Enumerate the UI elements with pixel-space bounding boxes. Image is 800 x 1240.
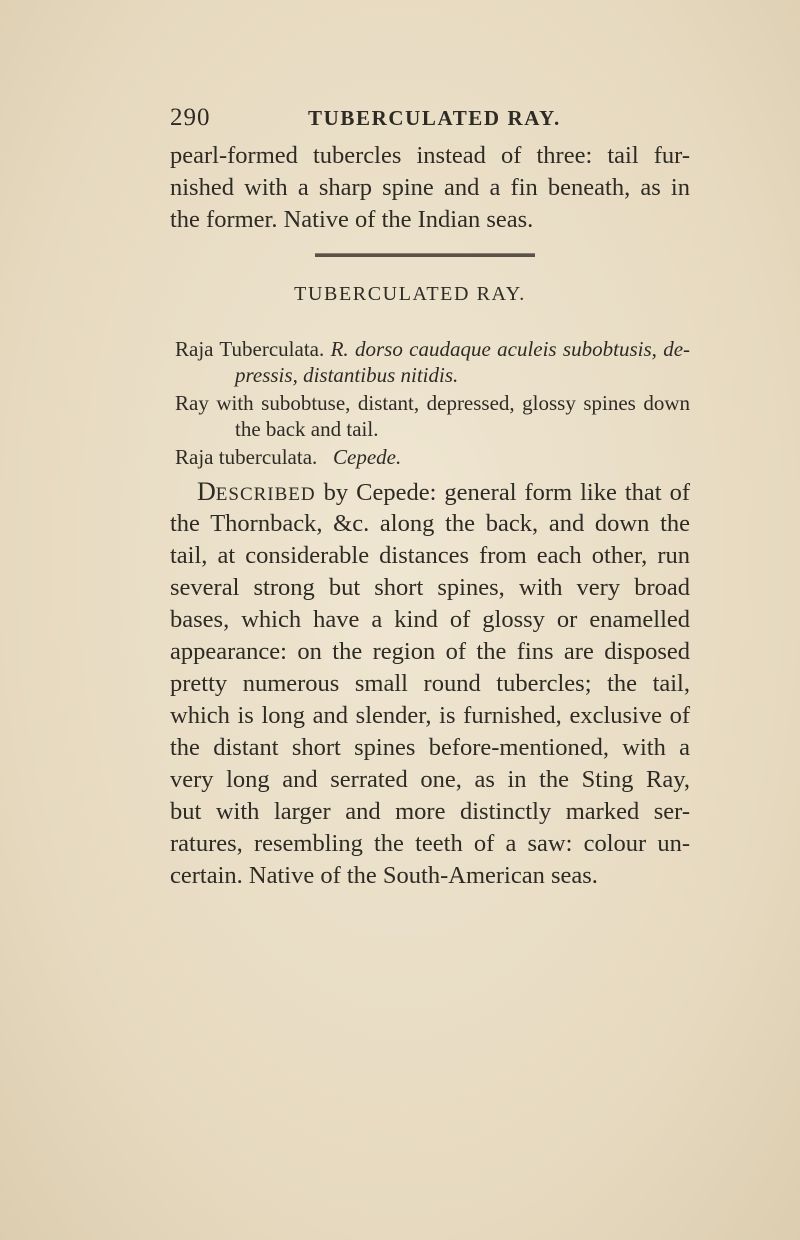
- synonymy-entry-reference: [175, 444, 690, 470]
- running-title: TUBERCULATED RAY.: [308, 106, 561, 130]
- description-line: DESCRIBED by Cepede: general form like that of: [197, 477, 690, 506]
- synonymy-entry-english: [175, 390, 690, 442]
- intro-line: nished with a sharp spine and a fin beneath, as in: [170, 174, 690, 201]
- section-heading: TUBERCULATED RAY.: [294, 283, 526, 305]
- english-diagnosis: Ray with subobtuse, distant, depressed, glossy spines down: [175, 391, 690, 415]
- description-paragraph: [170, 476, 690, 892]
- english-diagnosis-cont: the back and tail.: [235, 417, 379, 441]
- reference-author: Cepede.: [333, 445, 402, 469]
- section-divider: [315, 253, 535, 257]
- running-head: [170, 104, 690, 138]
- description-line: which is long and slender, is furnished, exclusive of: [170, 702, 690, 729]
- synonymy-entry-latin: [175, 336, 690, 388]
- intro-paragraph: [170, 140, 690, 236]
- description-line: very long and serrated one, as in the Sting Ray,: [170, 766, 690, 793]
- description-line: the distant short spines before-mentioned, with a: [170, 734, 690, 761]
- intro-line: the former. Native of the Indian seas.: [170, 206, 534, 233]
- species-name: Raja tuberculata.: [175, 445, 318, 469]
- intro-line: pearl-formed tubercles instead of three: tail fur-: [170, 142, 690, 169]
- description-line: bases, which have a kind of glossy or enamelled: [170, 606, 690, 633]
- description-line: but with larger and more distinctly marked ser-: [170, 798, 690, 825]
- description-line: ratures, resembling the teeth of a saw: colour un-: [170, 830, 690, 857]
- description-line: certain. Native of the South-American seas.: [170, 862, 598, 889]
- description-line: appearance: on the region of the fins are disposed: [170, 638, 690, 665]
- species-name: Raja Tuberculata.: [175, 337, 325, 361]
- latin-diagnosis: R. dorso caudaque aculeis subobtusis, de-: [330, 337, 691, 361]
- description-line: several strong but short spines, with very broad: [170, 574, 690, 601]
- description-line: tail, at considerable distances from each other, run: [170, 542, 690, 569]
- latin-diagnosis-cont: pressis, distantibus nitidis.: [235, 363, 459, 387]
- description-line: pretty numerous small round tubercles; the tail,: [170, 670, 690, 697]
- page-number: 290: [170, 104, 211, 131]
- description-line: the Thornback, &c. along the back, and down the: [170, 510, 690, 537]
